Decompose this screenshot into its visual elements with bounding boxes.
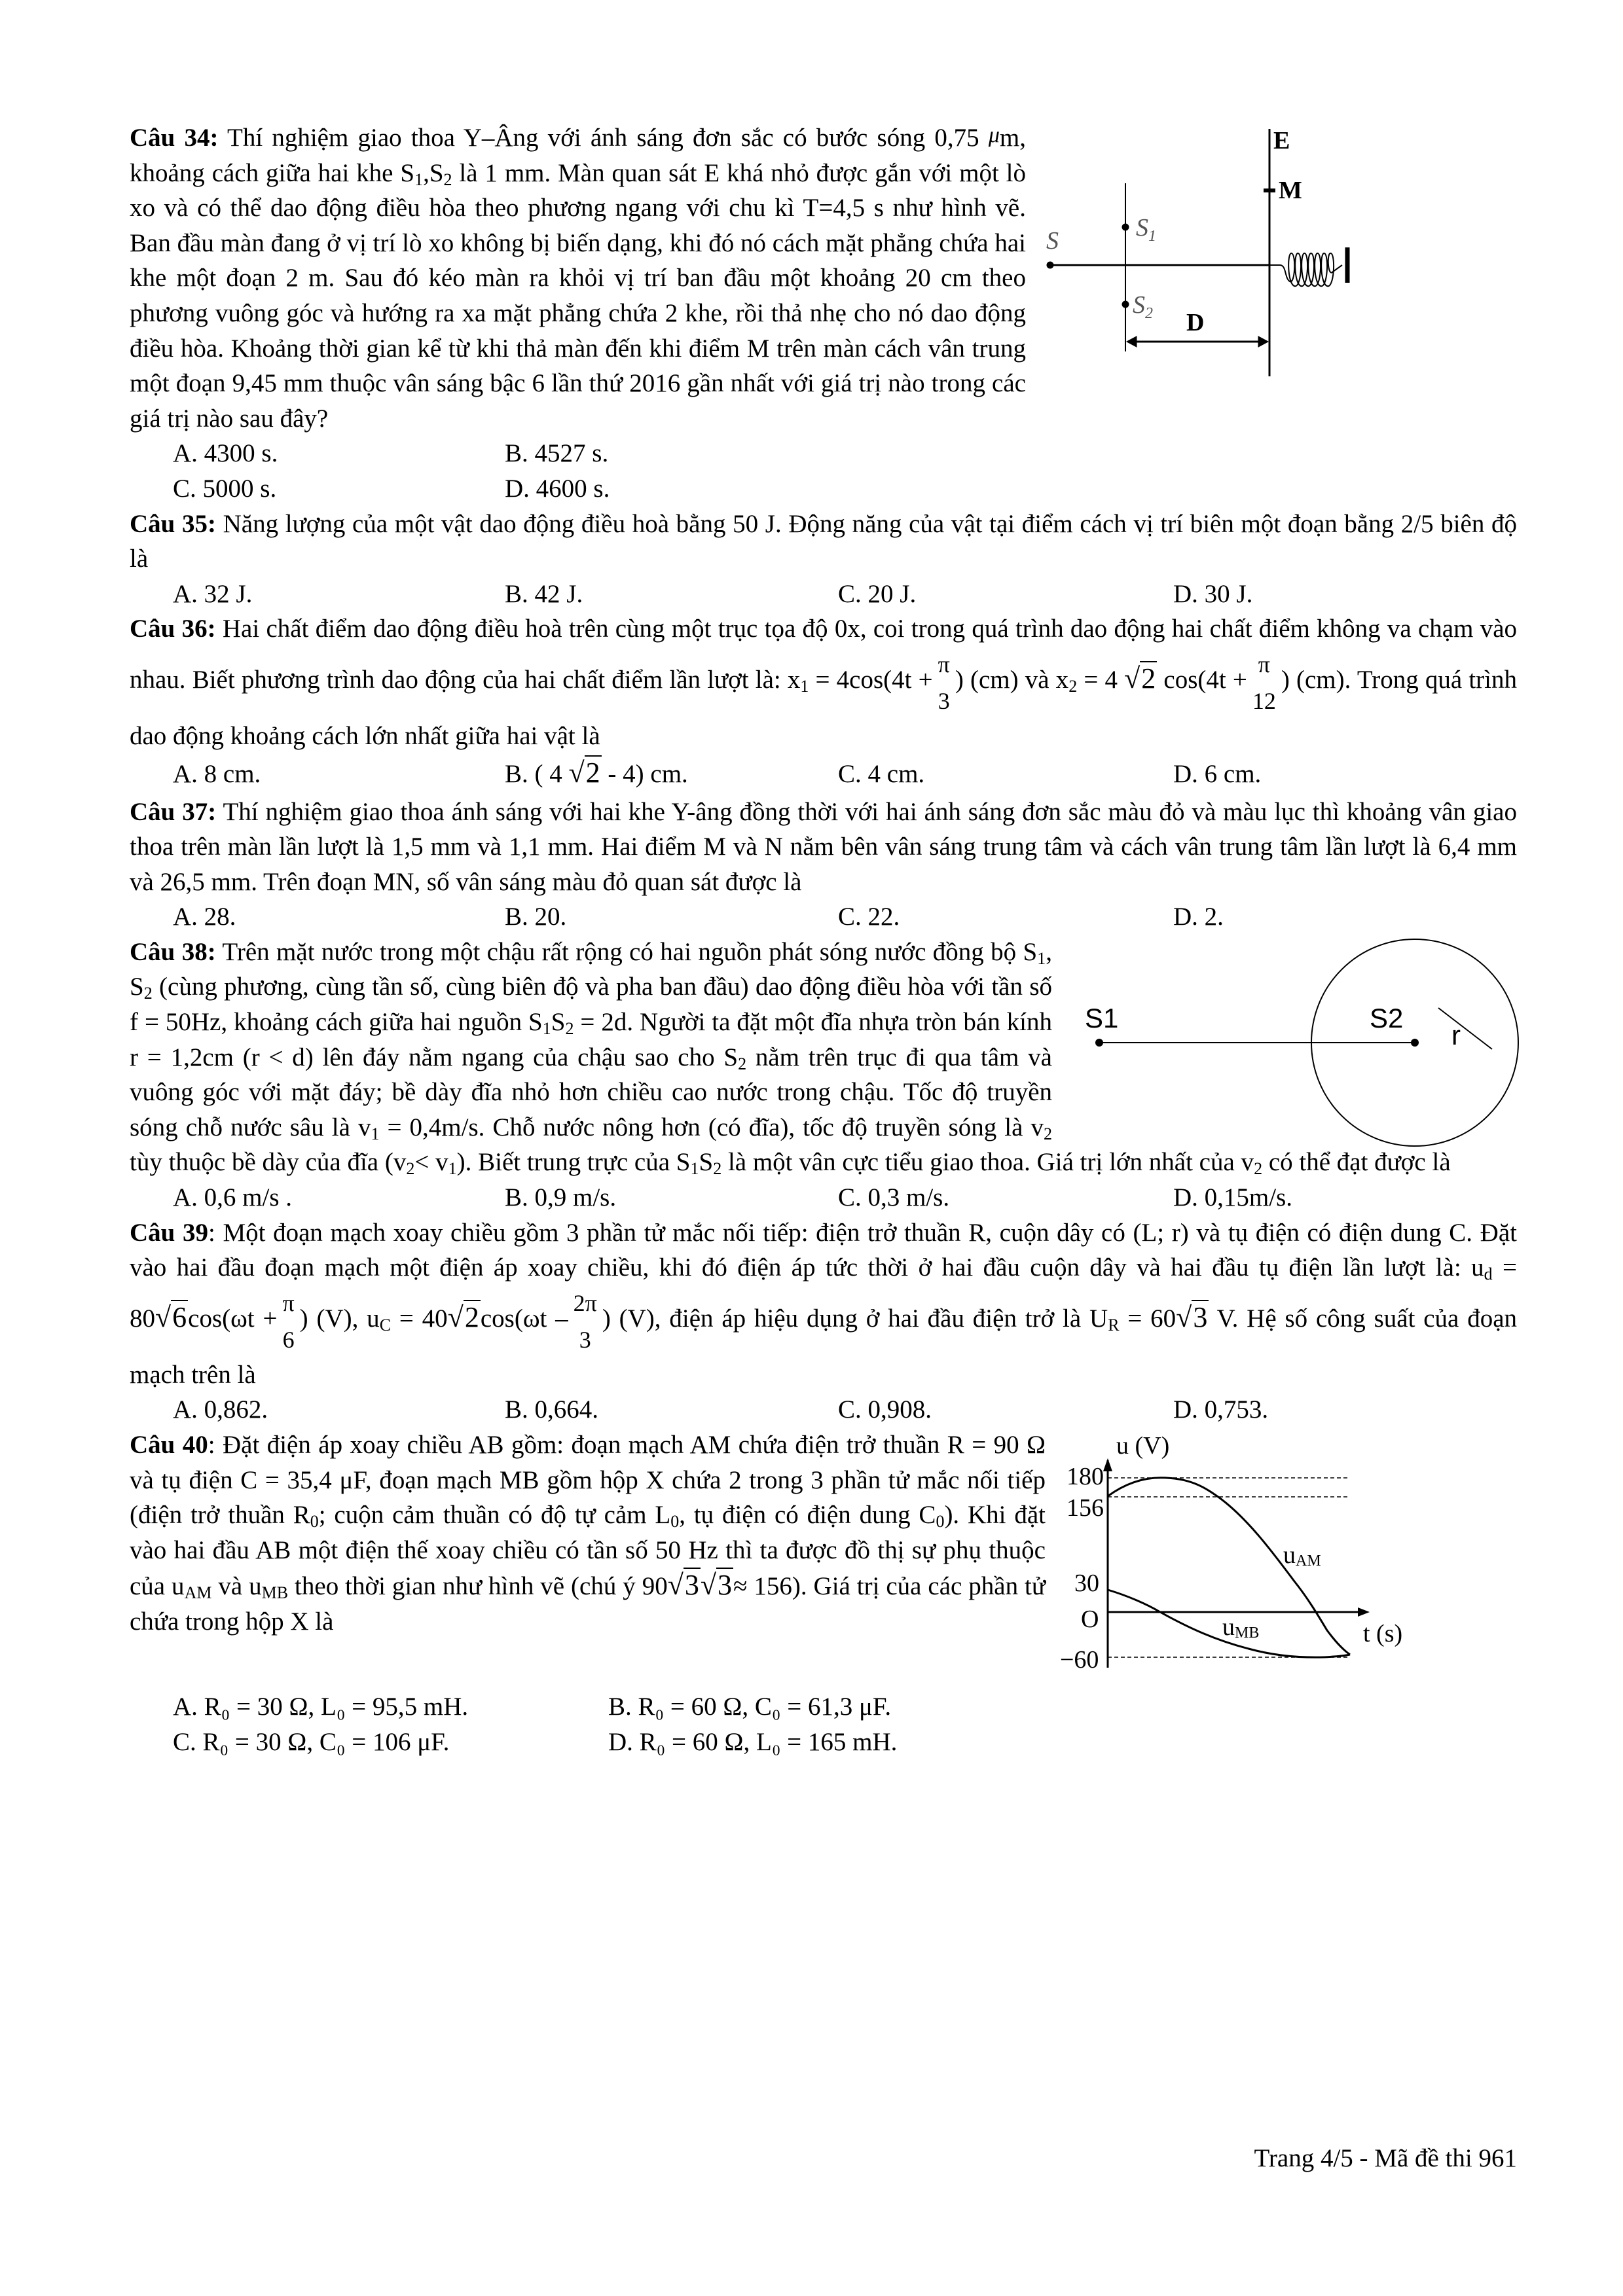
radicand: 3 (1193, 1300, 1208, 1333)
tick-minus60: −60 (1060, 1646, 1099, 1674)
option-a[interactable]: A. 0,862. (173, 1395, 268, 1424)
question-text: ). Khi đặt vào hai đầu AB một điện thế xoay chiều có tần số 50 Hz thì ta được đồ thị sự phụ thuộc của u (130, 1501, 1046, 1601)
label-r: r (1451, 1019, 1461, 1050)
subscript: R (1108, 1315, 1120, 1335)
question-text: : Một đoạn mạch xoay chiều gồm 3 phần tử mắc nối tiếp: điện trở thuần R, cuộn dây có (L; r) và tụ điện có điện dung C. Đặt vào hai đầu đoạn mạch một điện áp xoay chiều, khi đó điện áp tức thời ở hai đầu cuộn dây và hai đầu tụ điện lần lượt là: u (130, 1218, 1517, 1282)
subscript: 2 (565, 1019, 574, 1039)
question-text: = 0,4m/s. Chỗ nước nông hơn (có đĩa), tốc độ truyền sóng là v (379, 1113, 1044, 1141)
page-footer: Trang 4/5 - Mã đề thi 961 (1254, 2144, 1517, 2172)
question-text: Trên mặt nước trong một chậu rất rộng có hai nguồn phát sóng nước đồng bộ S (215, 937, 1038, 966)
sqrt: √3 (1176, 1300, 1208, 1333)
label-S1: S1 (1085, 1002, 1119, 1033)
question-38 (130, 935, 1517, 1180)
options-40 (130, 1689, 1517, 1725)
question-text: là 1 mm. Màn quan sát E khá nhỏ được gắn với một lò xo và có thể dao động điều hòa theo phương ngang với chu kì T=4,5 s như hình vẽ. Ban đầu màn đang ở vị trí lò xo không bị biến dạng, khi đó nó cách mặt phẳng chứa hai khe một đoạn 2 m. Sau đó kéo màn ra khỏi vị trí ban đầu một khoảng 20 cm theo phương vuông góc và hướng ra xa mặt phẳng chứa 2 khe, rồi thả nhẹ cho nó dao động điều hòa. Khoảng thời gian kể từ khi thả màn đến khi điểm M trên màn cách vân trung một đoạn 9,45 mm thuộc vân sáng bậc 6 lần thứ 2016 gần nhất với giá trị nào trong các giá trị nào sau đây? (130, 158, 1027, 433)
denominator: 12 (1252, 687, 1276, 714)
question-text: S (699, 1148, 714, 1177)
question-40 (130, 1427, 1517, 1674)
subscript: 0 (670, 1512, 680, 1532)
question-35 (130, 507, 1517, 577)
options-34 (130, 436, 1517, 471)
subscript: 1 (371, 1124, 380, 1143)
figure-voltage-graph (1060, 1427, 1517, 1689)
question-text: m, khoảng cách giữa hai khe S (130, 124, 1027, 187)
option-a[interactable]: A. 0,6 m/s . (173, 1183, 293, 1212)
question-text: = 40 (391, 1304, 448, 1333)
options-39 (130, 1392, 1517, 1427)
option-b[interactable]: B. 42 J. (505, 579, 583, 608)
question-text: và u (211, 1572, 262, 1601)
subscript: MB (261, 1583, 289, 1603)
fraction (938, 651, 950, 715)
tick-156: 156 (1067, 1494, 1104, 1522)
question-text: ) (V), điện áp hiệu dụng ở hai đầu điện trở là U (602, 1304, 1108, 1333)
radicand: 2 (1141, 662, 1156, 694)
question-text: S (551, 1008, 566, 1037)
option-b[interactable]: B. 0,9 m/s. (505, 1183, 617, 1212)
x-axis-label: t (s) (1363, 1620, 1403, 1647)
question-label: Câu 38: (130, 937, 216, 966)
question-label: Câu 40 (130, 1431, 208, 1459)
option-b[interactable]: B. 0,664. (505, 1395, 599, 1424)
option-b-tail: - 4) cm. (601, 759, 688, 788)
question-text: ) (cm) và x (955, 665, 1069, 694)
option-c[interactable]: C. R₀ = 30 Ω, C₀ = 106 μF. (173, 1727, 450, 1756)
question-text: (cùng phương, cùng tần số, cùng biên độ và pha ban đầu) dao động điều hòa với tần số f = 50Hz, khoảng cách giữa hai nguồn S (130, 973, 1052, 1037)
question-text: ; cuộn cảm thuần có độ tự cảm L (318, 1501, 671, 1530)
question-text: cos(ωt + (188, 1304, 278, 1333)
question-text: nằm trên trục đi qua tâm và vuông góc với mặt đáy; bề dày đĩa nhỏ hơn chiều cao nước trong chậu. Tốc độ truyền sóng chỗ nước sâu là v (130, 1043, 1052, 1141)
question-text: Thí nghiệm giao thoa ánh sáng với hai khe Y-âng đồng thời với hai ánh sáng đơn sắc màu đỏ và màu lục thì khoảng vân giao thoa trên màn lần lượt là 1,5 mm và 1,1 mm. Hai điểm M và N nằm bên vân sáng trung tâm và cách vân trung tâm lần lượt là 6,4 mm và 26,5 mm. Trên đoạn MN, số vân sáng màu đỏ quan sát được là (130, 797, 1517, 896)
question-text: = 4cos(4t + (809, 665, 933, 694)
question-text: , tụ điện có điện dung C (679, 1501, 936, 1530)
fraction (1252, 651, 1276, 715)
young-spring-diagram (1026, 118, 1523, 396)
options-35 (130, 577, 1517, 612)
subscript: C (379, 1315, 392, 1335)
question-text: V. Hệ số công suất của đoạn mạch trên là (130, 1304, 1518, 1389)
question-text: có thể đạt được là (1262, 1148, 1451, 1177)
label-E: E (1273, 127, 1290, 154)
question-label: Câu 39 (130, 1218, 208, 1247)
option-b[interactable]: B. 20. (505, 903, 567, 931)
denominator: 6 (282, 1326, 295, 1353)
label-D: D (1186, 309, 1205, 336)
option-d[interactable]: D. R₀ = 60 Ω, L₀ = 165 mH. (608, 1727, 898, 1756)
option-a[interactable]: A. 8 cm. (173, 759, 261, 788)
question-text: ,S (423, 158, 444, 187)
question-text: theo thời gian như hình vẽ (chú ý 90 (288, 1572, 668, 1601)
question-text: : Đặt điện áp xoay chiều AB gồm: đoạn mạch AM chứa điện trở thuần R = 90 Ω và tụ điện C = 35,4 μF, đoạn mạch MB gồm hộp X chứa 2 trong 3 phần tử mắc nối tiếp (điện trở thuần R (130, 1431, 1046, 1530)
subscript: 2 (713, 1159, 722, 1179)
options-36 (130, 754, 1517, 795)
option-a[interactable]: A. 32 J. (173, 579, 253, 608)
exam-page (130, 118, 1517, 1759)
option-c[interactable]: C. 4 cm. (838, 759, 925, 788)
option-d[interactable]: D. 0,753. (1173, 1395, 1269, 1424)
option-b[interactable]: B. R₀ = 60 Ω, C₀ = 61,3 μF. (608, 1693, 892, 1721)
option-c[interactable]: C. 0,3 m/s. (838, 1183, 950, 1212)
option-c[interactable]: C. 20 J. (838, 579, 917, 608)
subscript: 2 (1068, 676, 1078, 696)
option-a[interactable]: A. R₀ = 30 Ω, L₀ = 95,5 mH. (173, 1693, 469, 1721)
question-text: ). Biết trung trực của S (456, 1148, 691, 1177)
question-36 (130, 611, 1517, 753)
label-S: S (1046, 227, 1059, 255)
option-c[interactable]: C. 22. (838, 903, 900, 931)
subscript: 1 (1037, 948, 1046, 968)
question-39 (130, 1215, 1517, 1393)
sqrt: √2 (1124, 662, 1156, 694)
question-text: = 60 (1119, 1304, 1176, 1333)
question-text: tùy thuộc bề dày của đĩa (v (130, 1148, 407, 1177)
option-a[interactable]: A. 28. (173, 903, 236, 931)
question-text: Năng lượng của một vật dao động điều hoà bằng 50 J. Động năng của vật tại điểm cách vị trí biên một đoạn bằng 2/5 biên độ là (130, 509, 1517, 573)
numerator: π (1258, 651, 1270, 677)
question-text: ≈ 156). Giá trị của các phần tử chứa trong hộp X là (130, 1572, 1046, 1636)
radicand: 2 (585, 756, 600, 789)
option-b[interactable] (505, 754, 688, 795)
question-text: Thí nghiệm giao thoa Y–Âng với ánh sáng đơn sắc có bước sóng 0,75 (218, 124, 989, 152)
tick-origin: O (1081, 1605, 1099, 1633)
question-text: cos(ωt – (480, 1304, 568, 1333)
subscript: 1 (448, 1159, 457, 1179)
option-d[interactable]: D. 0,15m/s. (1173, 1183, 1293, 1212)
question-text: = 4 (1077, 665, 1118, 694)
label-S2: S2 (1370, 1002, 1404, 1033)
label-uMB: uMB (1222, 1613, 1260, 1641)
question-label: Câu 35: (130, 509, 216, 538)
subscript: 2 (1254, 1159, 1263, 1179)
label-S1: $S_1$ (1136, 214, 1156, 245)
question-label: Câu 37: (130, 797, 217, 826)
y-axis-label: u (V) (1116, 1432, 1170, 1460)
option-c[interactable]: C. 0,908. (838, 1395, 932, 1424)
numerator: 2π (573, 1289, 597, 1316)
subscript: 1 (690, 1159, 699, 1179)
subscript: 0 (310, 1512, 319, 1532)
question-37 (130, 795, 1517, 900)
option-b[interactable]: B. 4527 s. (505, 439, 609, 468)
question-text: cos(4t + (1157, 665, 1247, 694)
subscript: 1 (414, 170, 424, 189)
question-34 (130, 118, 1517, 436)
mu-symbol: μ (988, 123, 1000, 147)
question-text: = 2d. Người ta đặt một đĩa nhựa tròn bán kính r = 1,2cm (r < d) lên đáy nằm ngang của chậu sao cho S (130, 1008, 1052, 1071)
sqrt: √3 (667, 1569, 699, 1602)
options-38 (130, 1180, 1517, 1215)
question-text: ) (cm). Trong quá trình dao động khoảng cách lớn nhất giữa hai vật là (130, 665, 1518, 750)
radicand: 6 (172, 1300, 187, 1333)
subscript: 0 (936, 1512, 945, 1532)
subscript: 2 (143, 984, 153, 1003)
question-text: = 80 (130, 1253, 1517, 1333)
subscript: 2 (738, 1054, 747, 1073)
label-uAM: uAM (1283, 1541, 1321, 1570)
numerator: π (938, 651, 950, 677)
denominator: 3 (938, 687, 950, 714)
subscript: d (1484, 1265, 1493, 1284)
denominator: 3 (579, 1326, 591, 1353)
option-d[interactable]: D. 2. (1173, 903, 1224, 931)
sqrt: √2 (447, 1300, 479, 1333)
sqrt: √6 (155, 1300, 187, 1333)
fraction (574, 1289, 597, 1354)
subscript: 1 (542, 1019, 551, 1039)
question-text: Hai chất điểm dao động điều hoà trên cùng một trục tọa độ 0x, coi trong quá trình dao động hai chất điểm không va chạm vào nhau. Biết phương trình dao động của hai chất điểm lần lượt là: x (130, 615, 1518, 694)
radicand: 2 (464, 1300, 479, 1333)
label-S2: $S_2$ (1133, 291, 1153, 322)
voltage-time-graph (1060, 1427, 1523, 1689)
option-b-text: B. ( 4 (505, 759, 562, 788)
label-M: M (1279, 177, 1302, 204)
question-text: , S (130, 937, 1052, 1001)
tick-30: 30 (1074, 1570, 1099, 1597)
numerator: π (282, 1289, 295, 1316)
sqrt: √3 (700, 1569, 733, 1602)
radicand: 3 (684, 1569, 699, 1602)
option-d[interactable]: D. 6 cm. (1173, 759, 1262, 788)
question-text: < v (414, 1148, 448, 1177)
option-d[interactable]: D. 30 J. (1173, 579, 1253, 608)
sqrt: √2 (568, 756, 600, 789)
disk-diagram (1065, 935, 1517, 1144)
options-34-row2 (130, 471, 1517, 507)
question-label: Câu 36: (130, 615, 216, 643)
options-37 (130, 899, 1517, 935)
tick-180: 180 (1067, 1463, 1104, 1490)
question-text: là một vân cực tiểu giao thoa. Giá trị lớn nhất của v (721, 1148, 1254, 1177)
option-c[interactable]: C. 5000 s. (173, 474, 277, 503)
question-text: ) (V), u (299, 1304, 380, 1333)
subscript: 1 (800, 676, 809, 696)
subscript: AM (184, 1583, 212, 1603)
subscript: 2 (443, 170, 452, 189)
radicand: 3 (718, 1569, 733, 1602)
subscript: 2 (406, 1159, 415, 1179)
question-label: Câu 34: (130, 124, 219, 152)
subscript: 2 (1044, 1124, 1052, 1143)
options-40-row2 (130, 1725, 1517, 1760)
fraction (282, 1289, 294, 1354)
option-d[interactable]: D. 4600 s. (505, 474, 610, 503)
option-a[interactable]: A. 4300 s. (173, 439, 278, 468)
figure-disk (1065, 935, 1517, 1144)
figure-young-spring (1026, 118, 1523, 396)
